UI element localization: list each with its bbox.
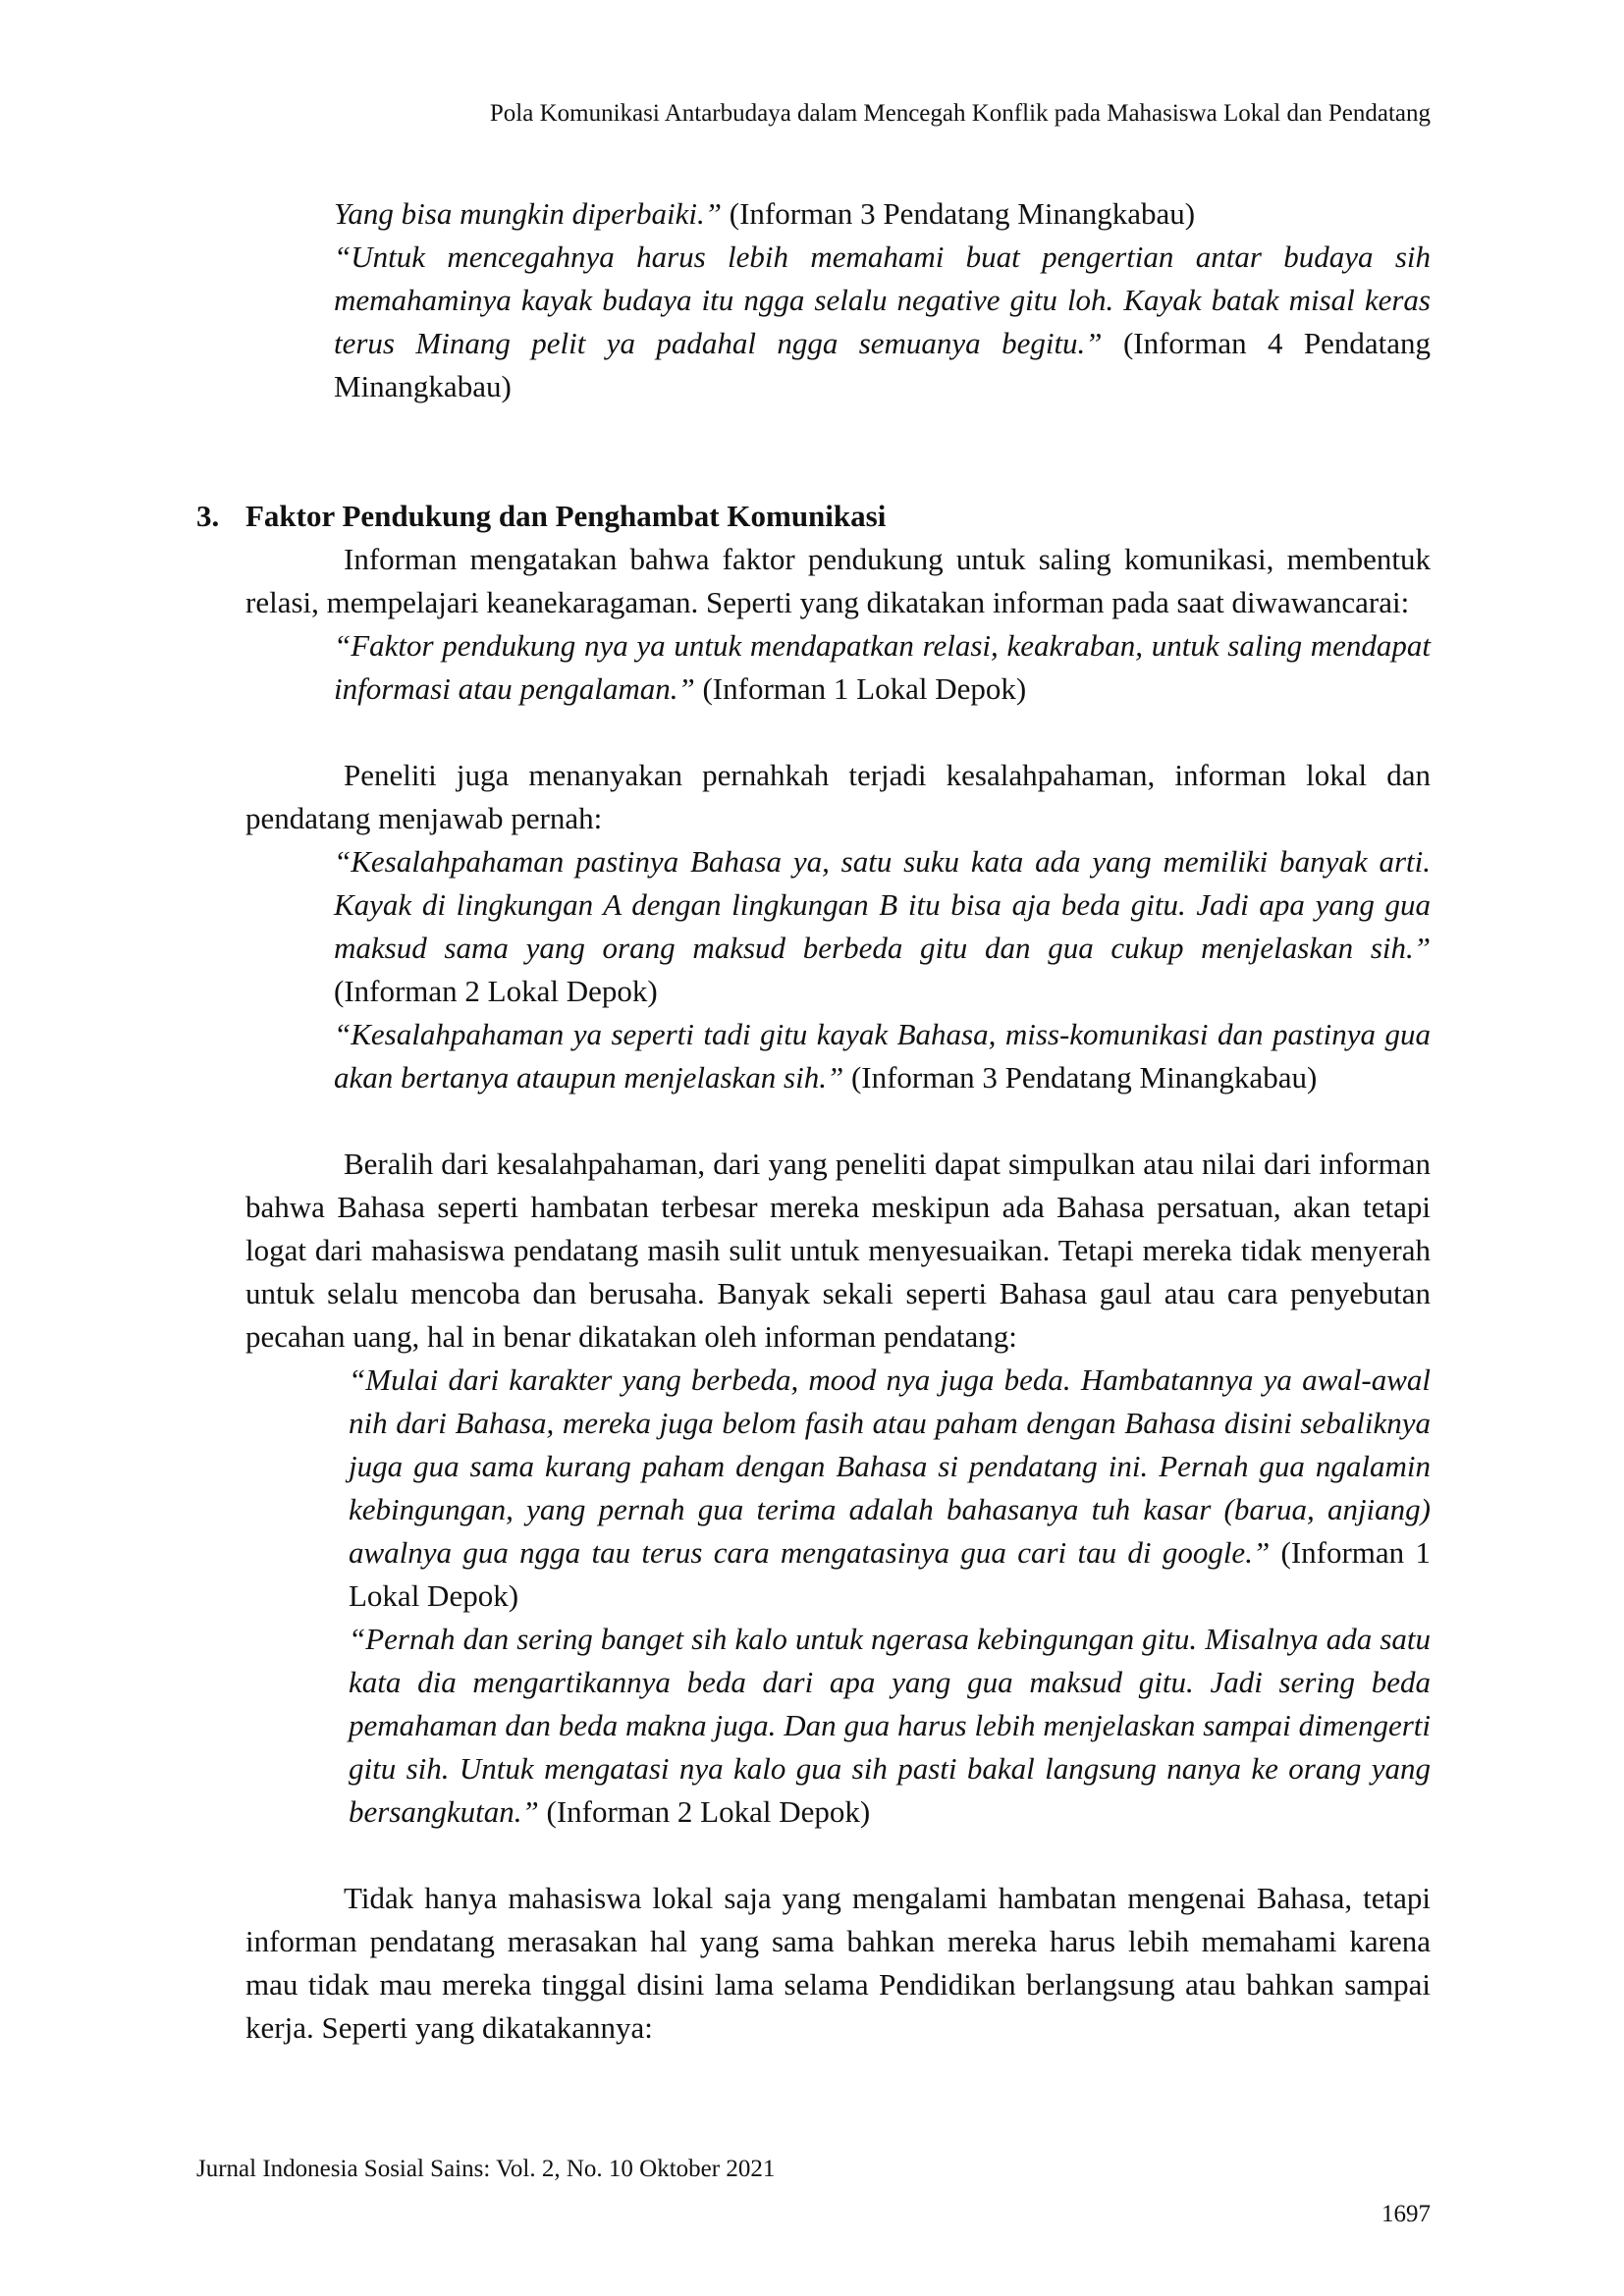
quote-text: “Mulai dari karakter yang berbeda, mood nya juga beda. Hambatannya ya awal-awal nih dari Bahasa, mereka juga belom fasih atau paham dengan Bahasa disini sebaliknya juga gua sama kurang paham dengan Bahasa si pendatang ini. Pernah gua ngalamin kebingungan, yang pernah gua terima adalah bahasanya tuh kasar (barua, anjiang) awalnya gua ngga tau terus cara mengatasinya gua cari tau di google.” bbox=[349, 1362, 1431, 1570]
quote-informan-4 bbox=[334, 236, 1431, 408]
paragraph-3: Beralih dari kesalahpahaman, dari yang peneliti dapat simpulkan atau nilai dari informan bahwa Bahasa seperti hambatan terbesar mereka meskipun ada Bahasa persatuan, akan tetapi logat dari mahasiswa pendatang masih sulit untuk menyesuaikan. Tetapi mereka tidak menyerah untuk selalu mencoba dan berusaha. Banyak sekali seperti Bahasa gaul atau cara penyebutan pecahan uang, hal in benar dikatakan oleh informan pendatang: bbox=[245, 1147, 1431, 1354]
quote-text: “Untuk mencegahnya harus lebih memahami buat pengertian antar budaya sih memahaminya kayak budaya itu ngga selalu negative gitu loh. Kayak batak misal keras terus Minang pelit ya padahal ngga semuanya begitu.” bbox=[334, 240, 1431, 360]
quote-informan-1-a bbox=[334, 624, 1431, 711]
quote-text: Yang bisa mungkin diperbaiki.” bbox=[334, 196, 722, 231]
quote-informan-3-top bbox=[334, 192, 1431, 236]
quote-source: (Informan 2 Lokal Depok) bbox=[546, 1794, 871, 1829]
quote-informan-2-b bbox=[349, 1618, 1431, 1834]
quote-source: (Informan 2 Lokal Depok) bbox=[334, 974, 658, 1008]
section-title: Faktor Pendukung dan Penghambat Komunikasi bbox=[245, 499, 887, 533]
paragraph-4: Tidak hanya mahasiswa lokal saja yang mengalami hambatan mengenai Bahasa, tetapi informan pendatang merasakan hal yang sama bahkan mereka harus lebih memahami karena mau tidak mau mereka tinggal disini lama selama Pendidikan berlangsung atau bahkan sampai kerja. Seperti yang dikatakannya: bbox=[245, 1881, 1431, 2045]
quote-informan-1-b bbox=[349, 1359, 1431, 1618]
spacer bbox=[245, 1099, 1431, 1143]
paragraph-1: Informan mengatakan bahwa faktor pendukung untuk saling komunikasi, membentuk relasi, mempelajari keanekaragaman. Seperti yang dikatakan informan pada saat diwawancarai: bbox=[245, 542, 1431, 619]
spacer bbox=[245, 711, 1431, 754]
paragraph-2: Peneliti juga menanyakan pernahkah terjadi kesalahpahaman, informan lokal dan pendatang menjawab pernah: bbox=[245, 758, 1431, 835]
quote-source: (Informan 4 Pendatang Minangkabau) bbox=[334, 326, 1432, 403]
quote-text: “Pernah dan sering banget sih kalo untuk ngerasa kebingungan gitu. Misalnya ada satu kata dia mengartikannya beda dari apa yang gua maksud gitu. Jadi sering beda pemahaman dan beda makna juga. Dan gua harus lebih menjelaskan sampai dimengerti gitu sih. Untuk mengatasi nya kalo gua sih pasti bakal langsung nanya ke orang yang bersangkutan.” bbox=[349, 1622, 1431, 1829]
quote-source: (Informan 1 Lokal Depok) bbox=[702, 671, 1027, 706]
page-number: 1697 bbox=[1381, 2201, 1431, 2227]
section-number: 3. bbox=[196, 499, 220, 533]
footer-journal: Jurnal Indonesia Sosial Sains: Vol. 2, No. 10 Oktober 2021 bbox=[196, 2156, 776, 2182]
quote-informan-2-a bbox=[334, 840, 1431, 1013]
quote-informan-3 bbox=[334, 1013, 1431, 1099]
spacer bbox=[245, 408, 1431, 495]
quote-source: (Informan 3 Pendatang Minangkabau) bbox=[729, 196, 1196, 231]
quote-text: “Kesalahpahaman pastinya Bahasa ya, satu suku kata ada yang memiliki banyak arti. Kayak di lingkungan A dengan lingkungan B itu bisa aja beda gitu. Jadi apa yang gua maksud sama yang orang maksud berbeda gitu dan gua cukup menjelaskan sih.” bbox=[334, 844, 1431, 965]
spacer bbox=[245, 1834, 1431, 1877]
quote-source: (Informan 3 Pendatang Minangkabau) bbox=[850, 1060, 1318, 1095]
quote-text: “Faktor pendukung nya ya untuk mendapatkan relasi, keakraban, untuk saling mendapat informasi atau pengalaman.” bbox=[334, 628, 1431, 706]
article-body bbox=[196, 192, 1432, 2050]
running-header: Pola Komunikasi Antarbudaya dalam Mencegah Konflik pada Mahasiswa Lokal dan Pendatang bbox=[489, 100, 1431, 127]
quote-text: “Kesalahpahaman ya seperti tadi gitu kayak Bahasa, miss-komunikasi dan pastinya gua akan bertanya ataupun menjelaskan sih.” bbox=[334, 1017, 1431, 1095]
quote-source: (Informan 1 Lokal Depok) bbox=[349, 1535, 1431, 1613]
section-heading bbox=[196, 495, 1431, 538]
